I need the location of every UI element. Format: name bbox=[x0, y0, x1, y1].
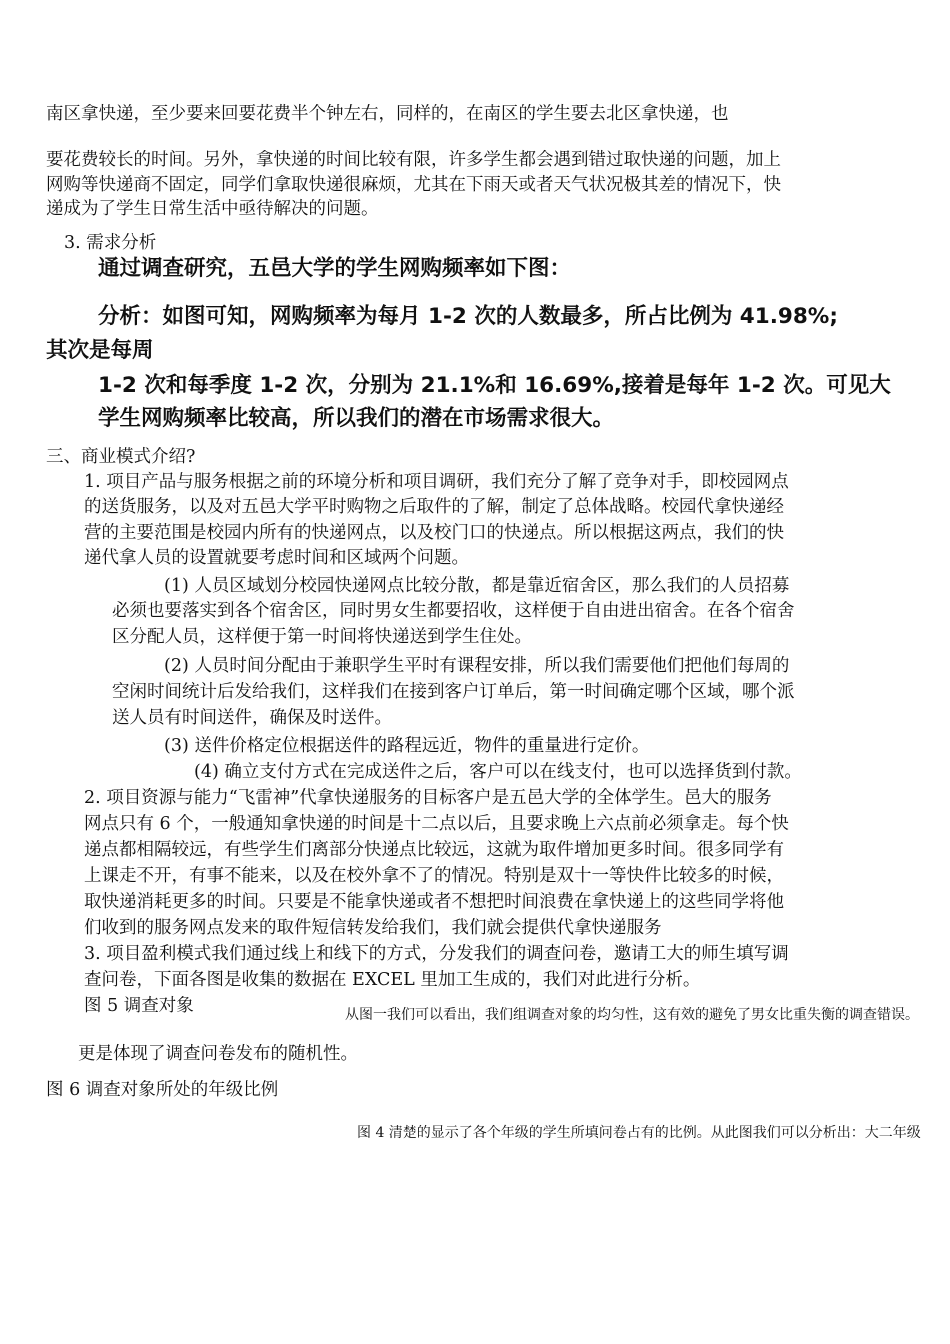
figure-caption: 图 4 清楚的显示了各个年级的学生所填问卷占有的比例。从此图我们可以分析出：大二年级 bbox=[357, 1125, 921, 1141]
paragraph-line: 上课走不开，有事不能来，以及在校外拿不了的情况。特别是双十一等快件比较多的时候， bbox=[84, 866, 784, 886]
figure-caption: 从图一我们可以看出，我们组调查对象的均匀性，这有效的避免了男女比重失衡的调查错误。 bbox=[345, 1007, 919, 1023]
list-item-line: (1) 人员区域划分校园快递网点比较分散，都是靠近宿舍区，那么我们的人员招募 bbox=[164, 576, 790, 596]
bold-paragraph-line: 1-2 次和每季度 1-2 次，分别为 21.1%和 16.69%,接着是每年 1-2 次。可见大 bbox=[98, 373, 891, 398]
paragraph-line: 查问卷，下面各图是收集的数据在 EXCEL 里加工生成的，我们对此进行分析。 bbox=[84, 970, 701, 990]
paragraph-line: 更是体现了调查问卷发布的随机性。 bbox=[78, 1044, 358, 1064]
section-heading: 三、商业模式介绍? bbox=[46, 447, 196, 467]
paragraph-line: 2. 项目资源与能力“飞雷神”代拿快递服务的目标客户是五邑大学的全体学生。邑大的服务 bbox=[84, 788, 772, 808]
paragraph-line: 递成为了学生日常生活中亟待解决的问题。 bbox=[46, 199, 379, 219]
section-heading: 3. 需求分析 bbox=[64, 233, 157, 253]
paragraph-line: 图 5 调查对象 bbox=[84, 996, 194, 1016]
list-item-line: 送人员有时间送件，确保及时送件。 bbox=[112, 708, 392, 728]
list-item-line: 空闲时间统计后发给我们，这样我们在接到客户订单后，第一时间确定哪个区域，哪个派 bbox=[112, 682, 795, 702]
bold-paragraph-line: 分析：如图可知，网购频率为每月 1-2 次的人数最多，所占比例为 41.98%; bbox=[98, 304, 838, 329]
list-item-line: (4) 确立支付方式在完成送件之后，客户可以在线支付，也可以选择货到付款。 bbox=[194, 762, 802, 782]
paragraph-line: 要花费较长的时间。另外，拿快递的时间比较有限，许多学生都会遇到错过取快递的问题，加上 bbox=[46, 150, 781, 170]
paragraph-line: 取快递消耗更多的时间。只要是不能拿快递或者不想把时间浪费在拿快递上的这些同学将他 bbox=[84, 892, 784, 912]
bold-paragraph-line: 学生网购频率比较高，所以我们的潜在市场需求很大。 bbox=[98, 406, 615, 431]
list-item-line: (3) 送件价格定位根据送件的路程远近，物件的重量进行定价。 bbox=[164, 736, 650, 756]
paragraph-line: 网点只有 6 个，一般通知拿快递的时间是十二点以后，且要求晚上六点前必须拿走。每个快 bbox=[84, 814, 789, 834]
paragraph-line: 图 6 调查对象所处的年级比例 bbox=[46, 1080, 279, 1100]
paragraph-line: 1. 项目产品与服务根据之前的环境分析和项目调研，我们充分了解了竞争对手，即校园网点 bbox=[84, 472, 789, 492]
list-item-line: 区分配人员，这样便于第一时间将快递送到学生住处。 bbox=[112, 627, 532, 647]
list-item-line: (2) 人员时间分配由于兼职学生平时有课程安排，所以我们需要他们把他们每周的 bbox=[164, 656, 790, 676]
bold-paragraph-line: 通过调查研究，五邑大学的学生网购频率如下图： bbox=[98, 256, 572, 281]
bold-paragraph-line: 其次是每周 bbox=[46, 338, 154, 363]
paragraph-line: 的送货服务，以及对五邑大学平时购物之后取件的了解，制定了总体战略。校园代拿快递经 bbox=[84, 497, 784, 517]
list-item-line: 必须也要落实到各个宿舍区，同时男女生都要招收，这样便于自由进出宿舍。在各个宿舍 bbox=[112, 601, 795, 621]
paragraph-line: 营的主要范围是校园内所有的快递网点，以及校门口的快递点。所以根据这两点，我们的快 bbox=[84, 523, 784, 543]
paragraph-line: 网购等快递商不固定，同学们拿取快递很麻烦，尤其在下雨天或者天气状况极其差的情况下，快 bbox=[46, 175, 781, 195]
paragraph-line: 们收到的服务网点发来的取件短信转发给我们，我们就会提供代拿快递服务 bbox=[84, 918, 662, 938]
paragraph-line: 递点都相隔较远，有些学生们离部分快递点比较远，这就为取件增加更多时间。很多同学有 bbox=[84, 840, 784, 860]
paragraph-line: 递代拿人员的设置就要考虑时间和区域两个问题。 bbox=[84, 548, 469, 568]
paragraph-line: 南区拿快递，至少要来回要花费半个钟左右，同样的，在南区的学生要去北区拿快递，也 bbox=[46, 104, 729, 124]
paragraph-line: 3. 项目盈利模式我们通过线上和线下的方式，分发我们的调查问卷，邀请工大的师生填写调 bbox=[84, 944, 789, 964]
